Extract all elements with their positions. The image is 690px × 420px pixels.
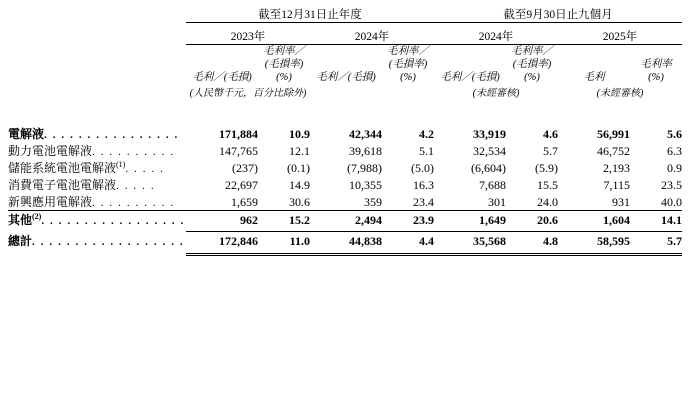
row-label-energy-storage bbox=[8, 159, 186, 176]
subheader-gross-margin-2023 bbox=[258, 45, 310, 85]
row-label-text: 動力電池電解液 bbox=[8, 144, 93, 159]
cell-gm-2023: 15.2 bbox=[258, 211, 310, 229]
subheader-line-2: (毛損率) bbox=[512, 59, 552, 71]
unaudited-note-2024: (未經審核) bbox=[472, 88, 520, 100]
subheader-blank bbox=[8, 45, 186, 85]
cell-gp-2024n: 32,534 bbox=[473, 144, 506, 159]
cell-gm-2024n: (5.9) bbox=[535, 161, 558, 176]
cell-gm-2025n: 0.9 bbox=[667, 161, 682, 176]
subheader-gross-profit-2024-annual bbox=[310, 45, 382, 85]
cell-gp-2024a: (7,988) bbox=[347, 161, 382, 176]
subheader-gross-profit-2024-ninemonths bbox=[434, 45, 506, 85]
year-header-blank bbox=[8, 28, 186, 45]
subheader-gross-margin-2025-ninemonths bbox=[630, 45, 682, 85]
spacer-row-2 bbox=[8, 99, 682, 125]
cell-gm-2024n: 4.6 bbox=[543, 127, 558, 142]
table-row bbox=[8, 142, 682, 159]
cell-gm-2023: 10.9 bbox=[289, 127, 310, 142]
row-label-text: 電解液 bbox=[8, 127, 45, 142]
leader-dots: . . . . . . . . . . bbox=[92, 197, 175, 210]
subheader-gross-profit-2025-ninemonths bbox=[558, 45, 630, 85]
corner-blank bbox=[8, 6, 186, 23]
cell-gp-2023: 147,765 bbox=[219, 144, 258, 159]
cell-gp-2024n: (6,604) bbox=[471, 161, 506, 176]
row-label-total bbox=[8, 232, 186, 249]
subheader-gross-profit-2023 bbox=[186, 45, 258, 85]
subheader-line-3: (%) bbox=[276, 72, 292, 84]
notes-blank-2 bbox=[310, 84, 382, 99]
cell-gp-2024a: 359 bbox=[364, 195, 382, 210]
table-row bbox=[8, 193, 682, 211]
cell-gm-2025n: 6.3 bbox=[667, 144, 682, 159]
table-row bbox=[8, 159, 682, 176]
cell-gm-2025n: 40.0 bbox=[661, 195, 682, 210]
row-label-text: 新興應用電解液 bbox=[8, 195, 93, 210]
gross-profit-table bbox=[8, 6, 682, 256]
cell-gp-2023: 962 bbox=[186, 211, 258, 229]
year-header-2023: 2023年 bbox=[186, 28, 310, 45]
total-gp-2023: 172,846 bbox=[219, 233, 258, 248]
cell-gm-2024n: 15.5 bbox=[537, 178, 558, 193]
leader-dots: . . . . . bbox=[116, 180, 156, 193]
cell-gm-2025n: 23.5 bbox=[661, 178, 682, 193]
cell-gm-2023: 30.6 bbox=[289, 195, 310, 210]
notes-row bbox=[8, 84, 682, 99]
cell-gm-2023: 14.9 bbox=[289, 178, 310, 193]
cell-gp-2025n: 7,115 bbox=[603, 178, 630, 193]
cell-gp-2023: 171,884 bbox=[219, 127, 258, 142]
subheader-gross-margin-2024-ninemonths bbox=[506, 45, 558, 85]
total-rule bbox=[8, 249, 682, 255]
footnote-marker: (2) bbox=[32, 212, 42, 222]
cell-gp-2025n: 46,752 bbox=[597, 144, 630, 159]
cell-gp-2024n: 1,649 bbox=[434, 211, 506, 229]
cell-gp-2023: 1,659 bbox=[231, 195, 258, 210]
row-label-text: 儲能系統電池電解液 bbox=[8, 161, 117, 176]
table-row bbox=[8, 125, 682, 142]
cell-gm-2024n: 24.0 bbox=[537, 195, 558, 210]
cell-gm-2025n: 14.1 bbox=[630, 211, 682, 229]
total-gm-2025n: 5.7 bbox=[667, 233, 682, 248]
row-label-text: 消費電子電池電解液 bbox=[8, 178, 117, 193]
cell-gp-2024a: 42,344 bbox=[349, 127, 382, 142]
subheader-line-3: (%) bbox=[400, 72, 416, 84]
cell-gp-2024a: 10,355 bbox=[349, 178, 382, 193]
subheader-line-1: 毛利率／ bbox=[387, 46, 429, 57]
total-gp-2024a: 44,838 bbox=[349, 233, 382, 248]
cell-gp-2025n: 931 bbox=[612, 195, 630, 210]
total-gm-2023: 11.0 bbox=[289, 233, 310, 248]
cell-gp-2024a: 2,494 bbox=[310, 211, 382, 229]
subheader-row bbox=[8, 45, 682, 85]
group-header-row bbox=[8, 6, 682, 23]
row-label-text: 總計 bbox=[8, 233, 33, 248]
year-header-2025-ninemonths: 2025年 bbox=[558, 28, 682, 45]
subheader-text: 毛利／(毛損) bbox=[192, 72, 252, 84]
table-row-total bbox=[8, 232, 682, 249]
subheader-gross-margin-2024-annual bbox=[382, 45, 434, 85]
group-header-ninemonths: 截至9月30日止九個月 bbox=[434, 6, 682, 23]
cell-gm-2025n: 5.6 bbox=[667, 127, 682, 142]
table-row bbox=[8, 176, 682, 193]
year-header-2024-annual: 2024年 bbox=[310, 28, 434, 45]
year-header-2024-ninemonths: 2024年 bbox=[434, 28, 558, 45]
subheader-line-2: (%) bbox=[648, 72, 664, 84]
cell-gm-2023: 12.1 bbox=[289, 144, 310, 159]
row-label-emerging-applications bbox=[8, 193, 186, 211]
unaudited-note-2025: (未經審核) bbox=[596, 88, 644, 100]
cell-gp-2025n: 56,991 bbox=[597, 127, 630, 142]
footnote-marker: (1) bbox=[116, 160, 126, 170]
leader-dots: . . . . . . . . . . . . . . . . bbox=[44, 129, 179, 142]
subheader-line-2: (毛損率) bbox=[388, 59, 428, 71]
cell-gm-2024a: (5.0) bbox=[411, 161, 434, 176]
cell-gp-2025n: 1,604 bbox=[558, 211, 630, 229]
cell-gp-2024n: 301 bbox=[488, 195, 506, 210]
year-header-row bbox=[8, 28, 682, 45]
cell-gp-2024n: 33,919 bbox=[473, 127, 506, 142]
subheader-text: 毛利 bbox=[583, 72, 605, 84]
subheader-line-1: 毛利率／ bbox=[511, 46, 553, 57]
total-gp-2025n: 58,595 bbox=[597, 233, 630, 248]
subheader-text: 毛利／(毛損) bbox=[440, 72, 500, 84]
total-gm-2024n: 4.8 bbox=[543, 233, 558, 248]
subheader-line-2: (毛損率) bbox=[264, 59, 304, 71]
cell-gp-2025n: 2,193 bbox=[603, 161, 630, 176]
row-label-text: 其他 bbox=[8, 213, 33, 228]
total-gp-2024n: 35,568 bbox=[473, 233, 506, 248]
cell-gm-2024n: 20.6 bbox=[506, 211, 558, 229]
notes-blank bbox=[8, 84, 186, 99]
total-gm-2024a: 4.4 bbox=[419, 233, 434, 248]
leader-dots: . . . . . . . . . . . . . . . . . . bbox=[32, 235, 185, 248]
cell-gp-2024n: 7,688 bbox=[479, 178, 506, 193]
unit-note: (人民幣千元，百分比除外) bbox=[189, 88, 307, 100]
cell-gp-2024a: 39,618 bbox=[349, 144, 382, 159]
cell-gp-2023: (237) bbox=[232, 161, 258, 176]
subheader-line-1: 毛利率／ bbox=[263, 46, 305, 57]
cell-gm-2024a: 23.9 bbox=[382, 211, 434, 229]
subheader-text: 毛利／(毛損) bbox=[316, 72, 376, 84]
cell-gm-2024a: 5.1 bbox=[419, 144, 434, 159]
leader-dots: . . . . . . . . . . bbox=[92, 146, 175, 159]
subheader-line-1: 毛利率 bbox=[640, 59, 672, 71]
row-label-others bbox=[8, 211, 186, 229]
leader-dots: . . . . . bbox=[125, 163, 165, 176]
table-row bbox=[8, 211, 682, 229]
subheader-line-3: (%) bbox=[524, 72, 540, 84]
cell-gm-2023: (0.1) bbox=[287, 161, 310, 176]
row-label-power-battery bbox=[8, 142, 186, 159]
cell-gp-2023: 22,697 bbox=[225, 178, 258, 193]
cell-gm-2024a: 4.2 bbox=[419, 127, 434, 142]
row-label-electrolyte bbox=[8, 125, 186, 142]
group-header-annual: 截至12月31日止年度 bbox=[186, 6, 434, 23]
cell-gm-2024a: 23.4 bbox=[413, 195, 434, 210]
cell-gm-2024n: 5.7 bbox=[543, 144, 558, 159]
leader-dots: . . . . . . . . . . . . . . . . . bbox=[41, 215, 185, 228]
row-label-consumer-electronics bbox=[8, 176, 186, 193]
cell-gm-2024a: 16.3 bbox=[413, 178, 434, 193]
notes-blank-3 bbox=[382, 84, 434, 99]
